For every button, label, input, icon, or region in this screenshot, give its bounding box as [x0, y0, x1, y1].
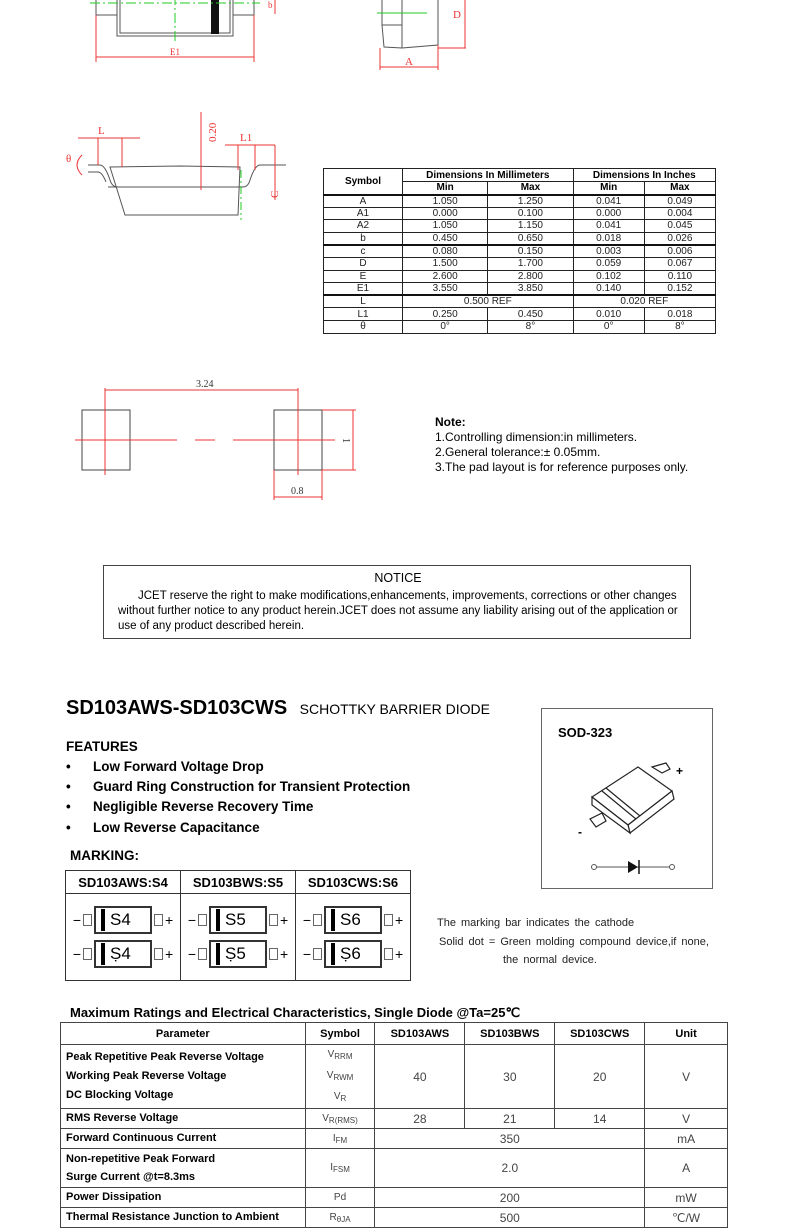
label-b: b	[268, 0, 273, 10]
lead-icon	[198, 914, 207, 926]
cell-symbol: E	[324, 270, 403, 283]
label-theta: θ	[66, 153, 72, 165]
cell-mm-ref: 0.500 REF	[403, 295, 574, 308]
minus-sign: −	[187, 912, 196, 928]
package-marking-code: S4	[94, 906, 152, 934]
cell-symbol: D	[324, 257, 403, 270]
param-line: DC Blocking Voltage	[66, 1089, 174, 1101]
cell-in-max: 0.026	[644, 232, 715, 245]
lead-icon	[154, 948, 163, 960]
lead-icon	[269, 948, 278, 960]
plus-sign: +	[165, 912, 174, 928]
marking-cell	[66, 894, 181, 981]
notice-box	[103, 565, 691, 639]
symbol-main: V	[326, 1070, 334, 1081]
value-cell: V	[645, 1045, 728, 1109]
lead-icon	[154, 914, 163, 926]
product-title: SD103AWS-SD103CWS	[66, 697, 288, 719]
cell-symbol: L1	[324, 308, 403, 321]
header-max: Max	[488, 182, 573, 195]
symbol-line	[306, 1045, 375, 1066]
ratings-title: Maximum Ratings and Electrical Characteristics, Single Diode @Ta=25℃	[70, 1005, 521, 1020]
features-title: FEATURES	[66, 739, 138, 754]
symbol-cell	[305, 1149, 375, 1188]
cell-mm-min: 0.080	[403, 245, 488, 258]
ratings-row	[61, 1208, 728, 1228]
package-name: SOD-323	[558, 725, 613, 740]
cell-in-min: 0.003	[573, 245, 644, 258]
unit-cell: mA	[645, 1129, 728, 1149]
package-marking-code: S6	[324, 906, 382, 934]
ratings-header: SD103BWS	[465, 1023, 555, 1045]
lead-icon	[198, 948, 207, 960]
cell-mm-min: 1.500	[403, 257, 488, 270]
cell-in-min: 0.102	[573, 270, 644, 283]
cell-symbol: A	[324, 195, 403, 208]
profile-drawing	[60, 110, 300, 220]
cell-mm-min: 2.600	[403, 270, 488, 283]
cell-symbol: θ	[324, 320, 403, 333]
ratings-row	[61, 1045, 728, 1109]
symbol-cell	[305, 1045, 375, 1109]
param-cell: Non-repetitive Peak Forward Surge Current @t=8.3ms	[61, 1149, 306, 1188]
cell-mm-max: 0.100	[488, 207, 573, 220]
cell-in-min: 0.000	[573, 207, 644, 220]
ratings-header: Unit	[645, 1023, 728, 1045]
marking-chip	[73, 906, 173, 934]
label-pad-pitch: 3.24	[196, 379, 214, 390]
top-view-drawing	[0, 0, 300, 70]
lead-icon	[384, 948, 393, 960]
cell-mm-max: 8°	[488, 320, 573, 333]
marking-chip	[73, 940, 173, 968]
symbol-sub: FSM	[332, 1165, 350, 1174]
cell-in-max: 8°	[644, 320, 715, 333]
cell-symbol: E1	[324, 283, 403, 296]
ratings-header: SD103AWS	[375, 1023, 465, 1045]
cell-mm-max: 2.800	[488, 270, 573, 283]
cell-mm-min: 0.250	[403, 308, 488, 321]
symbol-sub: R	[340, 1094, 347, 1103]
dimension-row	[324, 320, 716, 333]
label-pad-width: 0.8	[291, 486, 304, 497]
symbol-main: Pd	[333, 1191, 347, 1203]
marking-title: MARKING:	[70, 848, 139, 863]
cell-symbol: A2	[324, 220, 403, 233]
value-cell: 2.0	[375, 1149, 645, 1188]
minus-sign: −	[302, 946, 311, 962]
cell-mm-max: 1.250	[488, 195, 573, 208]
dimensions-table	[323, 168, 716, 334]
value-cell: 28	[375, 1109, 465, 1129]
marking-cell	[296, 894, 411, 981]
value-cell: V	[645, 1109, 728, 1129]
lead-icon	[313, 914, 322, 926]
ratings-row	[61, 1129, 728, 1149]
package-box	[541, 708, 713, 889]
value-cell: 30	[465, 1045, 555, 1109]
cell-mm-max: 0.450	[488, 308, 573, 321]
unit-cell: mW	[645, 1188, 728, 1208]
marking-cell	[181, 894, 296, 981]
header-symbol: Symbol	[324, 169, 403, 195]
unit-cell: A	[645, 1149, 728, 1188]
package-marking-code: Ṣ6	[324, 940, 382, 968]
header-min: Min	[403, 182, 488, 195]
label-l1: L1	[240, 132, 253, 144]
symbol-line	[306, 1087, 375, 1108]
value-cell: 500	[375, 1208, 645, 1228]
dimension-row	[324, 283, 716, 296]
cell-in-max: 0.067	[644, 257, 715, 270]
cell-symbol: c	[324, 245, 403, 258]
note-item: 2.General tolerance:± 0.05mm.	[435, 445, 601, 459]
package-marking-code: S5	[209, 906, 267, 934]
cell-symbol: b	[324, 232, 403, 245]
cell-in-max: 0.004	[644, 207, 715, 220]
cell-mm-max: 3.850	[488, 283, 573, 296]
feature-item: • Low Forward Voltage Drop	[66, 759, 264, 774]
marking-note: The marking bar indicates the cathode	[437, 917, 635, 929]
value-cell: 20	[555, 1045, 645, 1109]
minus-sign: −	[72, 946, 81, 962]
cell-in-min: 0°	[573, 320, 644, 333]
cell-in-min: 0.059	[573, 257, 644, 270]
symbol-main: V	[333, 1091, 341, 1102]
symbol-sub: R(RMS)	[328, 1115, 358, 1125]
cell-mm-max: 1.150	[488, 220, 573, 233]
marking-chip	[188, 906, 288, 934]
cell-in-max: 0.049	[644, 195, 715, 208]
dimension-row	[324, 195, 716, 208]
symbol-sub: RRM	[334, 1052, 353, 1061]
feature-item: • Guard Ring Construction for Transient Protection	[66, 779, 411, 794]
cell-mm-max: 0.650	[488, 232, 573, 245]
marking-header: SD103BWS:S5	[181, 871, 296, 894]
symbol-cell	[305, 1129, 375, 1149]
cell-in-min: 0.041	[573, 195, 644, 208]
value-cell: 14	[555, 1109, 645, 1129]
cell-symbol: L	[324, 295, 403, 308]
dimension-row	[324, 220, 716, 233]
cell-in-max: 0.110	[644, 270, 715, 283]
dimension-row	[324, 232, 716, 245]
pad-layout-drawing	[60, 370, 380, 510]
symbol-main: I	[332, 1132, 336, 1144]
cell-mm-min: 0.000	[403, 207, 488, 220]
note-item: 1.Controlling dimension:in millimeters.	[435, 430, 638, 444]
plus-sign: +	[280, 912, 289, 928]
product-heading	[66, 697, 490, 720]
cathode-minus-label: -	[578, 825, 582, 839]
cell-in-max: 0.006	[644, 245, 715, 258]
plus-sign: +	[165, 946, 174, 962]
unit-cell: ℃/W	[645, 1208, 728, 1228]
dimension-row	[324, 207, 716, 220]
marking-chip	[303, 906, 403, 934]
symbol-sub: FM	[335, 1135, 348, 1145]
minus-sign: −	[302, 912, 311, 928]
ratings-row	[61, 1149, 728, 1188]
param-cell: Power Dissipation	[61, 1188, 306, 1208]
lead-icon	[384, 914, 393, 926]
cell-mm-max: 1.700	[488, 257, 573, 270]
value-cell: 40	[375, 1045, 465, 1109]
marking-chip	[303, 940, 403, 968]
symbol-sub: θJA	[336, 1214, 351, 1224]
label-c: C	[269, 190, 281, 198]
cell-mm-min: 0.450	[403, 232, 488, 245]
lead-icon	[83, 948, 92, 960]
cell-in-max: 0.045	[644, 220, 715, 233]
marking-table	[65, 870, 411, 981]
param-line: Working Peak Reverse Voltage	[66, 1070, 227, 1082]
dimension-row	[324, 295, 716, 308]
symbol-main: I	[330, 1162, 333, 1173]
minus-sign: −	[72, 912, 81, 928]
label-d: D	[453, 9, 461, 21]
value-cell: 21	[465, 1109, 555, 1129]
symbol-cell	[305, 1188, 375, 1208]
cell-symbol: A1	[324, 207, 403, 220]
cell-in-max: 0.018	[644, 308, 715, 321]
label-a: A	[405, 56, 413, 68]
plus-sign: +	[395, 912, 404, 928]
value-cell: 200	[375, 1188, 645, 1208]
cell-in-ref: 0.020 REF	[573, 295, 715, 308]
cell-mm-min: 1.050	[403, 220, 488, 233]
param-cell: RMS Reverse Voltage	[61, 1109, 306, 1129]
note-title: Note:	[435, 415, 466, 429]
side-view-drawing	[370, 0, 490, 75]
feature-item: • Negligible Reverse Recovery Time	[66, 799, 314, 814]
ratings-header: Symbol	[305, 1023, 375, 1045]
header-mm: Dimensions In Millimeters	[403, 169, 574, 182]
plus-sign: +	[280, 946, 289, 962]
param-cell	[61, 1045, 306, 1109]
header-min: Min	[573, 182, 644, 195]
label-e1: E1	[170, 47, 180, 57]
marking-notes	[437, 914, 709, 970]
label-pad-height: 1	[340, 438, 351, 443]
marking-header: SD103CWS:S6	[296, 871, 411, 894]
ratings-table	[60, 1022, 728, 1228]
lead-icon	[269, 914, 278, 926]
marking-note: Solid dot = Green molding compound device,if none,	[439, 935, 709, 948]
marking-header: SD103AWS:S4	[66, 871, 181, 894]
cell-in-min: 0.041	[573, 220, 644, 233]
param-cell: Forward Continuous Current	[61, 1129, 306, 1149]
symbol-main: V	[322, 1112, 329, 1124]
cell-in-min: 0.018	[573, 232, 644, 245]
header-in: Dimensions In Inches	[573, 169, 715, 182]
cell-in-max: 0.152	[644, 283, 715, 296]
notice-body: JCET reserve the right to make modifications,enhancements, improvements, corrections or other changes without further notice to any product herein.JCET does not assume any liability arising out of the application or use of any product described herein.	[118, 590, 678, 632]
lead-icon	[83, 914, 92, 926]
dimension-row	[324, 245, 716, 258]
cell-mm-min: 0°	[403, 320, 488, 333]
param-cell: Thermal Resistance Junction to Ambient	[61, 1208, 306, 1228]
package-marking-code: Ṣ5	[209, 940, 267, 968]
diode-symbol-icon	[592, 860, 675, 874]
plus-sign: +	[395, 946, 404, 962]
value-cell: 350	[375, 1129, 645, 1149]
ratings-row	[61, 1109, 728, 1129]
cell-in-min: 0.010	[573, 308, 644, 321]
package-marking-code: Ṣ4	[94, 940, 152, 968]
anode-plus-label: +	[676, 764, 684, 778]
param-line: Peak Repetitive Peak Reverse Voltage	[66, 1051, 264, 1063]
minus-sign: −	[187, 946, 196, 962]
cell-mm-min: 3.550	[403, 283, 488, 296]
dimension-row	[324, 270, 716, 283]
ratings-header: Parameter	[61, 1023, 306, 1045]
package-illustration	[542, 709, 714, 890]
label-l: L	[98, 125, 105, 137]
header-max: Max	[644, 182, 715, 195]
symbol-sub: RWM	[333, 1073, 354, 1082]
note-block	[435, 415, 688, 475]
symbol-cell	[305, 1208, 375, 1228]
symbol-line	[306, 1066, 375, 1087]
symbol-cell	[305, 1109, 375, 1129]
lead-icon	[313, 948, 322, 960]
cell-in-min: 0.140	[573, 283, 644, 296]
product-subtitle: SCHOTTKY BARRIER DIODE	[299, 701, 490, 717]
dimension-row	[324, 308, 716, 321]
dimension-row	[324, 257, 716, 270]
ratings-header: SD103CWS	[555, 1023, 645, 1045]
cell-mm-min: 1.050	[403, 195, 488, 208]
feature-item: • Low Reverse Capacitance	[66, 820, 260, 835]
symbol-main: R	[329, 1211, 337, 1223]
marking-chip	[188, 940, 288, 968]
note-item: 3.The pad layout is for reference purposes only.	[435, 460, 689, 474]
marking-note: the normal device.	[503, 954, 597, 966]
notice-title: NOTICE	[374, 571, 422, 585]
symbol-main: V	[327, 1049, 335, 1060]
cell-mm-max: 0.150	[488, 245, 573, 258]
label-020: 0.20	[207, 122, 219, 142]
ratings-row	[61, 1188, 728, 1208]
